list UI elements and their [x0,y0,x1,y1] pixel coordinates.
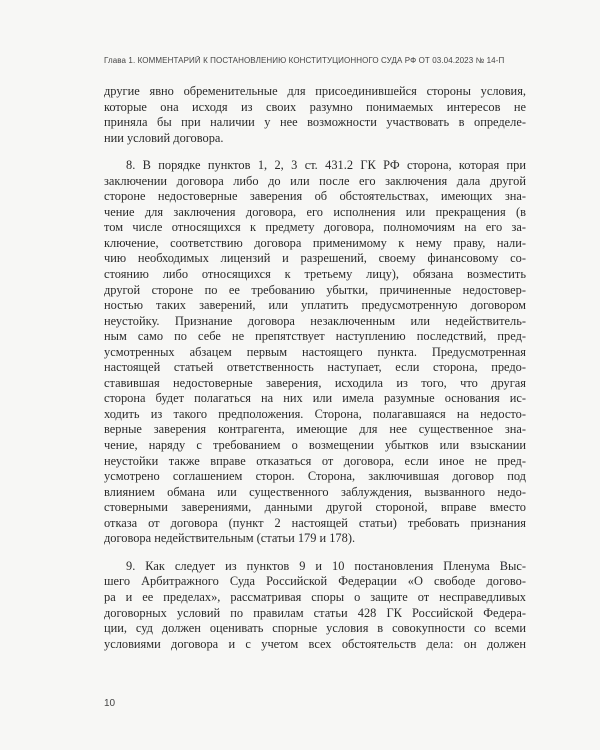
body-text [104,84,526,664]
text-line: другой стороне по ее требованию убытки, причиненные недостовер- [104,282,526,297]
text-line: неустойку. Признание договора незаключенным или недействитель- [104,313,526,328]
text-line: ностью таких заверений, или уплатить предусмотренную договором [104,298,526,313]
text-line: настоящей статьей ответственность наступает, если сторона, предо- [104,360,526,375]
text-line: ным само по себе не препятствует наступлению последствий, пред- [104,329,526,344]
text-line: которые она исходя из своих разумно понимаемых интересов не [104,99,526,114]
text-line: нии условий договора. [104,130,224,145]
text-line: неустойки также вправе отказаться от договора, если иное не пред- [104,453,526,468]
text-line: 9. Как следует из пунктов 9 и 10 постановления Пленума Выс- [126,558,526,573]
text-line: чение для заключения договора, его исполнения или прекращения (в [104,204,526,219]
text-line: условиями договора и с учетом всех обстоятельств дела: он должен [104,636,526,651]
text-line: ставившая недостоверные заверения, исходила из того, что другая [104,375,526,390]
page-number: 10 [104,698,116,709]
text-line: договорных условий по правилам статьи 428 ГК Российской Федера- [104,605,526,620]
paragraph-item-8 [104,158,526,547]
text-line: заключении договора либо до или после его заключения дала другой [104,173,526,188]
paragraph-item-9 [104,559,526,652]
text-line: усмотренных абзацем первым настоящего пункта. Предусмотренная [104,344,526,359]
text-line: отказа от договора (пункт 2 настоящей статьи) требовать признания [104,515,526,530]
text-line: ра и ее пределах», рассматривая споры о защите от несправедливых [104,589,526,604]
text-line: ключение, соответствию договора применимому к нему праву, нали- [104,235,526,250]
text-line: ходить из такого предположения. Сторона, полагавшаяся на недосто- [104,406,526,421]
text-line: стоверными заверениями, данными другой стороной, вправе вместо [104,500,526,515]
text-line: приняла бы при наличии у нее возможности участвовать в определе- [104,115,526,130]
text-line: стороне недостоверные заверения об обстоятельствах, имеющих зна- [104,189,526,204]
text-line: верные заверения контрагента, имеющие для нее существенное зна- [104,422,526,437]
text-line: сторона будет полагаться на них или имела разумные основания ис- [104,391,526,406]
text-line: ции, суд должен оценивать спорные условия в совокупности со всеми [104,621,526,636]
text-line: шего Арбитражного Суда Российской Федерации «О свободе догово- [104,574,526,589]
text-line: том числе относящихся к предмету договора, полномочиям на его за- [104,220,526,235]
text-line: 8. В порядке пунктов 1, 2, 3 ст. 431.2 ГК РФ сторона, которая при [126,158,526,173]
running-header: Глава 1. КОММЕНТАРИЙ К ПОСТАНОВЛЕНИЮ КОНСТИТУЦИОННОГО СУДА РФ ОТ 03.04.2023 № 14-П [104,56,505,65]
text-line: другие явно обременительные для присоединившейся стороны условия, [104,84,526,98]
text-line: стоянию либо относящихся к третьему лицу), обязана возместить [104,267,526,282]
text-line: чение, наряду с требованием о возмещении убытков или взыскании [104,438,526,453]
text-line: усмотрено соглашением сторон. Сторона, заключившая договор под [104,469,526,484]
text-line: договора недействительным (статьи 179 и 178). [104,531,356,546]
text-line: влиянием обмана или существенного заблуждения, вызванного недо- [104,484,526,499]
text-line: чию необходимых лицензий и разрешений, своему финансовому со- [104,251,526,266]
paragraph-continuation [104,84,526,146]
